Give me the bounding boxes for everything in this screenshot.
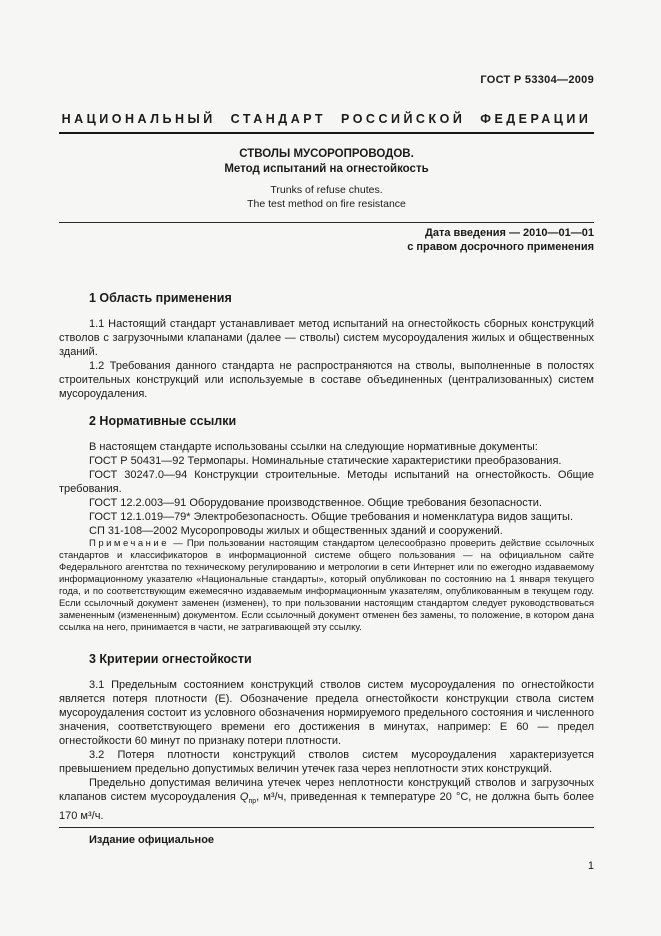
effective-note: с правом досрочного применения (407, 241, 594, 253)
reference-item: СП 31-108—2002 Мусоропроводы жилых и общественных зданий и сооружений. (89, 525, 503, 537)
section-3-paragraph-limit (59, 776, 594, 823)
section-3-paragraph-3-1: 3.1 Предельным состоянием конструкций стволов систем мусороудаления по огнестойкости является потеря плотности (Е). Обозначение предела огнестойкости конструкции ствола систем мусороудаления состоит из условного обозначения нормируемого предельного состояния и численного значения, соответствующего времени его достижения в минутах, например: Е 60 — предел огнестойкости 60 минут по признаку потери плотности. (59, 679, 594, 747)
doc-number: ГОСТ Р 53304—2009 (480, 74, 594, 86)
reference-item: ГОСТ 30247.0—94 Конструкции строительные. Методы испытаний на огнестойкость. Общие требования. (59, 469, 594, 495)
title-en-line1: Trunks of refuse chutes. (270, 184, 383, 196)
standard-type-heading: НАЦИОНАЛЬНЫЙ СТАНДАРТ РОССИЙСКОЙ ФЕДЕРАЦИИ (61, 112, 592, 126)
note-label: Примечание (89, 538, 169, 549)
limit-text-end: , м³/ч, приведенная к температуре 20 °С, не должна быть более 170 м³/ч. (59, 791, 594, 823)
section-3-heading: 3 Критерии огнестойкости (89, 652, 252, 666)
page-number: 1 (587, 860, 594, 873)
reference-item: ГОСТ 12.1.019—79* Электробезопасность. Общие требования и номенклатура видов защиты. (89, 511, 574, 523)
reference-item: ГОСТ 12.2.003—91 Оборудование производственное. Общие требования безопасности. (89, 497, 542, 509)
section-2-heading: 2 Нормативные ссылки (89, 414, 237, 428)
section-2-note (59, 538, 594, 634)
document-title-ru (59, 147, 594, 177)
q-symbol: Q (239, 791, 249, 803)
title-en-line2: The test method on fire resistance (247, 198, 406, 210)
limit-text-start: Предельно допустимая величина утечек через неплотности конструкций стволов и загрузочных клапанов систем мусороудаления (59, 777, 594, 803)
document-title-en (59, 183, 594, 211)
page-content (59, 0, 594, 873)
title-ru-line2: Метод испытаний на огнестойкость (224, 163, 429, 175)
section-1-paragraph-1-1: 1.1 Настоящий стандарт устанавливает метод испытаний на огнестойкость сборных конструкций стволов с загрузочными клапанами (далее — стволы) систем мусороудаления жилых и общественных зданий. (59, 318, 594, 358)
title-ru-line1: СТВОЛЫ МУСОРОПРОВОДОВ. (239, 148, 414, 160)
section-1-heading: 1 Область применения (89, 291, 232, 305)
section-3-paragraph-3-2: 3.2 Потеря плотности конструкций стволов систем мусороудаления характеризуется превышением предельно допустимых величин утечек газа через неплотности этих конструкций. (59, 749, 594, 775)
q-subscript: пр (248, 798, 257, 806)
note-text: — При пользовании настоящим стандартом целесообразно проверить действие ссылочных стандартов и классификаторов в информационной системе общего пользования — на официальном сайте Федерального агентства по техническому регулированию и метрологии в сети Интернет или по ежегодно издаваемому информационному указателю «Национальные стандарты», который опубликован по состоянию на 1 января текущего года, и по соответствующим ежемесячно издаваемым информационным указателям, опубликованным в текущем году. Если ссылочный документ заменен (изменен), то при пользовании настоящим стандартом следует руководствоваться замененным (измененным) документом. Если ссылочный документ отменен без замены, то положение, в котором дана ссылка на него, принимается в части, не затрагивающей эту ссылку. (59, 538, 594, 633)
intro-rule (59, 222, 594, 223)
effective-date-block (59, 226, 594, 254)
reference-item: ГОСТ Р 50431—92 Термопары. Номинальные статические характеристики преобразования. (89, 455, 562, 467)
effective-date: Дата введения — 2010—01—01 (425, 227, 594, 239)
section-1-paragraph-1-2: 1.2 Требования данного стандарта не распространяются на стволы, выполненные в полостях строительных конструкций или используемые в составе объединенных (централизованных) систем мусороудаления. (59, 360, 594, 400)
footer-rule (59, 827, 594, 828)
section-2-intro: В настоящем стандарте использованы ссылки на следующие нормативные документы: (89, 441, 538, 453)
edition-note: Издание официальное (89, 834, 215, 847)
header-rule (59, 132, 594, 134)
